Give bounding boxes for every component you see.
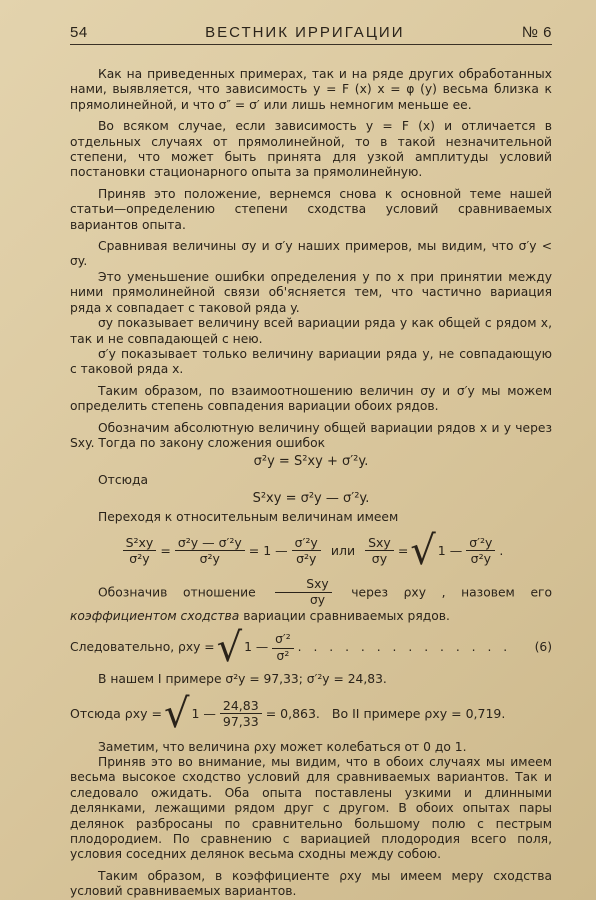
paragraph: Во всяком случае, если зависимость y = F (x) и отличается в отдельных случаях от прямолинейной, то в такой незначительной степени, что может быть принята для узкой амплитуды условий постановки стационарного опыта за прямолинейную. bbox=[70, 119, 552, 180]
paragraph: σ′y показывает только величину вариации ряда y, не совпадающую с таковой ряда x. bbox=[70, 346, 552, 377]
paragraph: Сравнивая величины σy и σ′y наших примеров, мы видим, что σ′y < σy. bbox=[70, 239, 552, 269]
formula-3: $\frac{\text{S²xy}}{\text{σ²y}}$ = $\frac{\text{σ²y — σ′²y}}{\text{σ²y}}$ = 1 — $\frac{\text{σ′²y}}{\text{σ²y}}$ или $\frac{\text{Sxy}}{\sigma y}$ = √ 1 — $\frac{\text{σ′²y}}{\text{σ²y}}$ . bbox=[70, 531, 552, 571]
paragraph: Таким образом, в коэффициенте ρxy мы имеем меру сходства условий сравниваемых вариантов. bbox=[70, 868, 552, 899]
fraction: $\frac{24,83}{97,33}$ bbox=[220, 698, 262, 730]
paragraph: Как на приведенных примерах, так и на ряде других обработанных нами, выявляется, что зависимость y = F (x) x = φ (y) весьма близка к прямолинейной, и что σ″ = σ′ или лишь немногим меньше ее. bbox=[70, 67, 552, 112]
fraction: $\frac{\text{S²xy}}{\text{σ²y}}$ bbox=[123, 535, 157, 567]
fraction: $\frac{\text{σ²y — σ′²y}}{\text{σ²y}}$ bbox=[175, 535, 245, 567]
fraction: $\frac{\text{σ′²}}{\text{σ²}}$ bbox=[272, 632, 294, 664]
page-header bbox=[70, 18, 552, 45]
formula-1: σ²y = S²xy + σ′²y. bbox=[253, 454, 369, 470]
issue-number: № 6 bbox=[521, 24, 552, 41]
sqrt-sign: √ bbox=[410, 527, 436, 574]
sqrt-sign: √ bbox=[216, 625, 243, 672]
formula-2: S²xy = σ²y — σ′²y. bbox=[252, 491, 370, 507]
fraction: $\frac{\text{Sxy}}{\sigma y}$ bbox=[365, 535, 394, 567]
paragraph: Таким образом, по взаимоотношению величин σy и σ′y мы можем определить степень совпадения вариации обоих рядов. bbox=[70, 383, 552, 414]
paragraph: Обозначим абсолютную величину общей вариации рядов x и y через Sxy. Тогда по закону сложения ошибок bbox=[70, 420, 552, 450]
fraction: $\frac{\text{σ′²y}}{\text{σ²y}}$ bbox=[292, 535, 321, 567]
fraction: $\frac{\text{σ′²y}}{\text{σ²y}}$ bbox=[466, 535, 495, 567]
sqrt-sign: √ bbox=[163, 690, 190, 737]
formula-5: Отсюда ρxy = √ 1 — $\frac{24,83}{97,33}$ = 0,863. Во II примере ρxy = 0,719. bbox=[70, 690, 506, 737]
equation-number: (6) bbox=[534, 640, 552, 655]
page-number: 54 bbox=[70, 24, 88, 41]
paragraph: Приняв это во внимание, мы видим, что в обоих случаях мы имеем весьма высокое сходство условий для сравниваемых вариантов. Так и следовало ожидать. Оба опыта поставлены узкими и длинными делянками, лежащими рядом друг с другом. В обоих опытах пары делянок разбросаны по сравнительно большому полю с пестрым плодородием. По сравнению с вариацией плодородия всего поля, условия соседних делянок весьма сходны между собою. bbox=[70, 755, 552, 862]
journal-title: ВЕСТНИК ИРРИГАЦИИ bbox=[205, 24, 405, 41]
paragraph: σy показывает величину всей вариации ряда y как общей с рядом x, так и не совпадающей с нею. bbox=[70, 316, 552, 346]
paragraph: Это уменьшение ошибки определения y по x при принятии между ними прямолинейной связи об'ясняется тем, что частично вариация ряда x совпадает с таковой ряда y. bbox=[70, 269, 552, 315]
fraction: $\frac{\text{Sxy}}{\sigma y}$ bbox=[275, 577, 331, 609]
label-otsyuda: Отсюда bbox=[98, 472, 148, 487]
body-text bbox=[70, 67, 552, 900]
paragraph: Приняв это положение, вернемся снова к основной теме нашей статьи—определению степени сходства условий сравниваемых вариантов опыта. bbox=[70, 186, 552, 232]
paragraph: Заметим, что величина ρxy может колебаться от 0 до 1. bbox=[98, 739, 467, 754]
paragraph: Переходя к относительным величинам имеем bbox=[98, 509, 399, 524]
paragraph: Обозначив отношение $\frac{\text{Sxy}}{\sigma y}$ через ρxy , назовем его коэффициентом сходства вариации сравниваемых рядов. bbox=[70, 576, 552, 623]
formula-4: Следовательно, ρxy = √ 1 — $\frac{\text{σ′²}}{\text{σ²}}$ . . . . . . . . . . . . . . (6) bbox=[70, 625, 552, 672]
paragraph: В нашем I примере σ²y = 97,33; σ′²y = 24,83. bbox=[98, 672, 387, 687]
